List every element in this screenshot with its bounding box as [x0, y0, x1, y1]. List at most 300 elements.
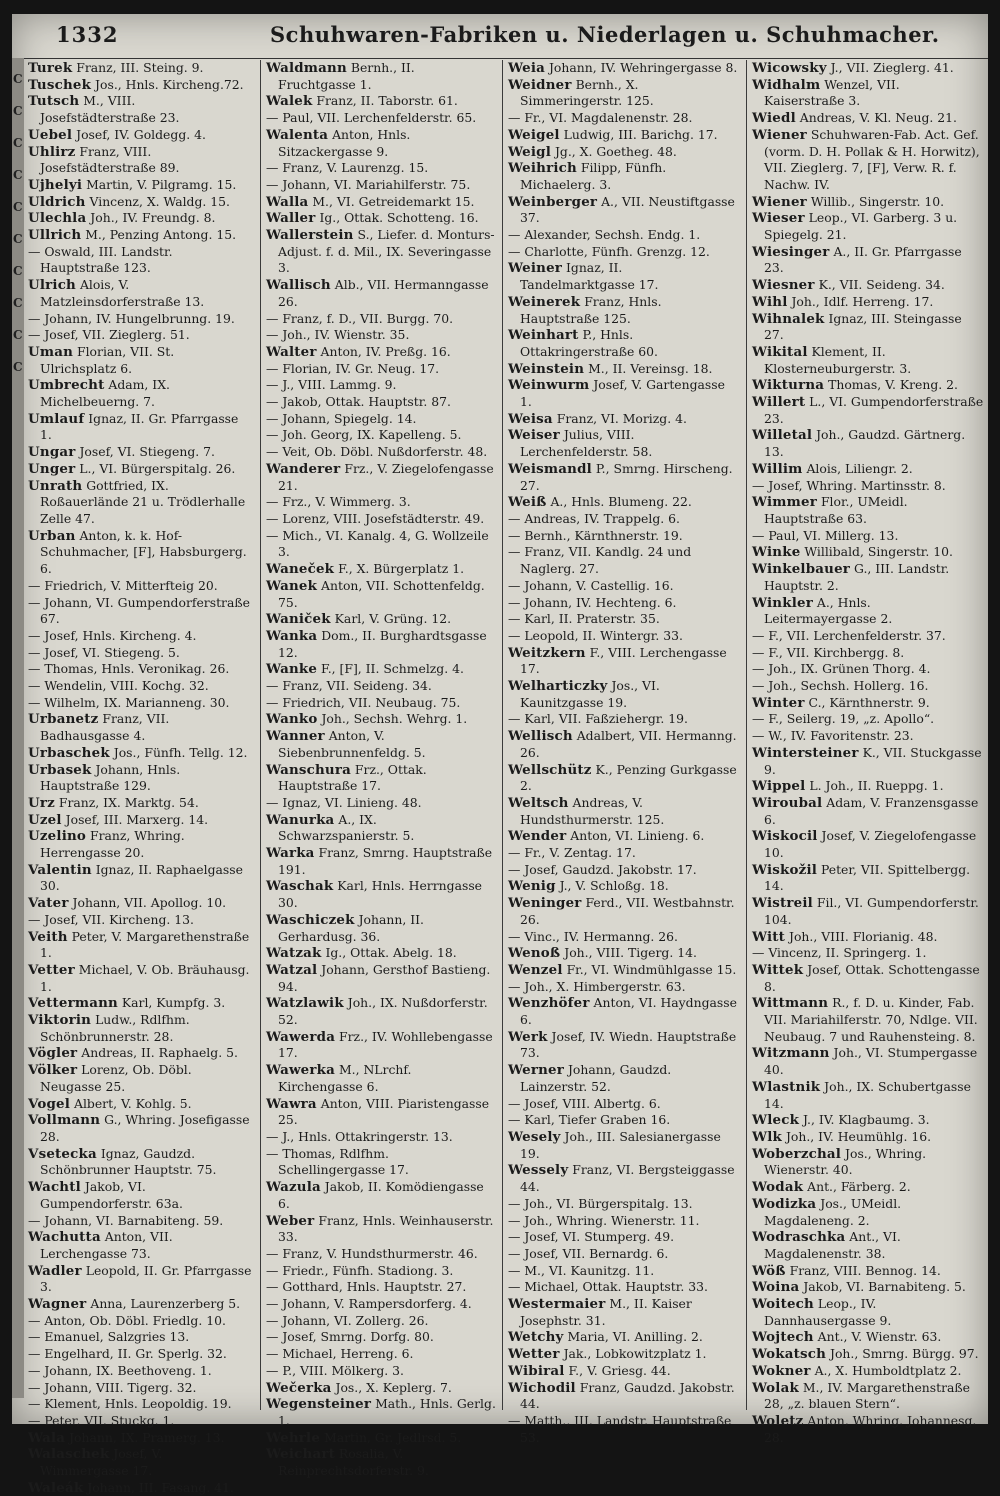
- entry-details: — Josef, VII. Zieglerg. 51.: [28, 327, 190, 343]
- entry-surname: Wellisch: [508, 728, 573, 745]
- directory-entry: [752, 1229, 984, 1262]
- entry-surname: Wanderer: [266, 460, 341, 477]
- directory-entry: [508, 377, 740, 410]
- entry-details: — Johann, Spiegelg. 14.: [266, 410, 417, 426]
- entry-details: — Friedr., Fünfh. Stadiong. 3.: [266, 1262, 454, 1278]
- directory-entry: [28, 578, 254, 595]
- directory-entry: [508, 1246, 740, 1263]
- entry-details: Math., Hnls. Gerlg. 1.: [278, 1396, 496, 1428]
- entry-details: — Fr., V. Zentag. 17.: [508, 845, 636, 861]
- entry-surname: Woletz: [752, 1412, 804, 1429]
- entry-details: Joh., IX. Nußdorferstr. 52.: [278, 995, 488, 1028]
- entry-surname: Willert: [752, 394, 806, 411]
- directory-entry: [28, 327, 254, 344]
- directory-entry: [28, 678, 254, 695]
- entry-surname: Wenoß: [508, 945, 561, 962]
- entry-surname: Völker: [28, 1062, 78, 1079]
- directory-entry: [508, 1196, 740, 1213]
- entry-surname: Weiß: [508, 494, 547, 511]
- entry-details: Ludwig, III. Barichg. 17.: [559, 126, 718, 142]
- directory-entry: [508, 795, 740, 828]
- entry-details: — Joh. Georg, IX. Kapelleng. 5.: [266, 427, 462, 443]
- directory-entry: [508, 127, 740, 144]
- entry-details: — Florian, IV. Gr. Neug. 17.: [266, 360, 440, 376]
- entry-surname: Weiner: [508, 260, 563, 277]
- directory-entry: [266, 678, 496, 695]
- entry-details: Jak., Lobkowitzplatz 1.: [559, 1346, 707, 1362]
- directory-entry: [28, 210, 254, 227]
- directory-entry: [266, 1296, 496, 1313]
- entry-surname: Tuschek: [28, 76, 92, 93]
- directory-entry: [508, 711, 740, 728]
- directory-entry: [508, 1363, 740, 1380]
- directory-entry: [752, 127, 984, 194]
- entry-details: — Charlotte, Fünfh. Grenzg. 12.: [508, 243, 710, 259]
- entry-surname: Witzmann: [752, 1045, 830, 1062]
- entry-details: — J., Hnls. Ottakringerstr. 13.: [266, 1129, 453, 1144]
- entry-details: Josef, V. Gartengasse 1.: [520, 377, 725, 410]
- directory-entry: [508, 979, 740, 996]
- entry-surname: Ujhelyi: [28, 176, 83, 193]
- entry-surname: Wessely: [508, 1162, 569, 1179]
- directory-entry: [266, 1146, 496, 1179]
- entry-details: — Johann, VIII. Tigerg. 32.: [28, 1379, 197, 1395]
- entry-details: Anton, VIII. Piaristengasse 25.: [278, 1095, 490, 1128]
- entry-details: — Johann, V. Castellig. 16.: [508, 577, 674, 593]
- entry-details: — Leopold, II. Wintergr. 33.: [508, 627, 683, 643]
- directory-entry: [266, 728, 496, 761]
- entry-details: — Joh., X. Himbergerstr. 63.: [508, 978, 686, 994]
- entry-details: — Josef, VI. Stumperg. 49.: [508, 1229, 675, 1245]
- directory-entry: [752, 344, 984, 377]
- entry-details: Frz., IV. Wohllebengasse 17.: [278, 1028, 493, 1061]
- directory-entry: [508, 611, 740, 628]
- entry-surname: Weia: [508, 60, 546, 76]
- entry-details: Franz, VI. Morizg. 4.: [552, 410, 687, 426]
- entry-details: Josef, VI. Stiegeng. 7.: [75, 444, 215, 460]
- entry-details: Jos., X. Keplerg. 7.: [331, 1379, 452, 1395]
- directory-entry: [28, 1380, 254, 1397]
- directory-entry: [508, 862, 740, 879]
- directory-entry: [752, 1346, 984, 1363]
- entry-surname: Weinhart: [508, 327, 579, 344]
- entry-details: — Frz., V. Wimmerg. 3.: [266, 494, 411, 510]
- entry-details: Willibald, Singerstr. 10.: [800, 544, 953, 560]
- entry-surname: Winkelbauer: [752, 561, 851, 578]
- entry-surname: Wokatsch: [752, 1346, 827, 1363]
- entry-details: — Josef, VII. Kircheng. 13.: [28, 911, 194, 927]
- directory-entry: [266, 1062, 496, 1095]
- directory-entry: [508, 578, 740, 595]
- entry-details: — Michael, Ottak. Hauptstr. 33.: [508, 1279, 708, 1295]
- margin-index-letter: C: [13, 168, 23, 182]
- directory-entry: [266, 528, 496, 561]
- entry-surname: Wolak: [752, 1379, 799, 1396]
- entry-details: P., Hnls. Ottakringerstraße 60.: [520, 327, 658, 359]
- entry-details: Joh., Idlf. Herreng. 17.: [787, 293, 934, 309]
- entry-details: — Anton, Ob. Döbl. Friedlg. 10.: [28, 1312, 226, 1328]
- margin-index-letter: C: [13, 232, 23, 246]
- entry-surname: Waschiczek: [266, 911, 355, 928]
- entry-details: — F., VII. Lerchenfelderstr. 37.: [752, 627, 946, 643]
- entry-surname: Weitzkern: [508, 644, 586, 661]
- directory-entry: [508, 294, 740, 327]
- entry-surname: Wikturna: [752, 377, 825, 394]
- entry-surname: Wichodil: [508, 1379, 576, 1396]
- entry-details: Josef, IV. Goldegg. 4.: [72, 126, 206, 142]
- entry-surname: Wiesner: [752, 277, 815, 294]
- directory-entry: [266, 1313, 496, 1330]
- entry-details: M., NLrchf. Kirchengasse 6.: [278, 1062, 412, 1094]
- entry-surname: Wadler: [28, 1262, 82, 1279]
- directory-entry: [28, 194, 254, 211]
- entry-surname: Wenzhöfer: [508, 995, 590, 1012]
- directory-entry: [266, 1179, 496, 1212]
- directory-entry: [28, 1413, 254, 1430]
- entry-details: Ignaz, II. Gr. Pfarrgasse 1.: [40, 410, 239, 443]
- entry-surname: Weihrich: [508, 160, 577, 177]
- directory-entry: [28, 1346, 254, 1363]
- entry-details: — Thomas, Hnls. Veronikag. 26.: [28, 661, 230, 677]
- entry-surname: Werk: [508, 1028, 548, 1045]
- directory-entry: [752, 828, 984, 861]
- directory-entry: [28, 1112, 254, 1145]
- directory-entry: [266, 1129, 496, 1146]
- entry-surname: Urbaschek: [28, 744, 110, 761]
- directory-entry: [752, 945, 984, 962]
- directory-entry: [266, 762, 496, 795]
- entry-details: Johann, II. Gerhardusg. 36.: [278, 911, 424, 944]
- entry-details: — Johann, VI. Gumpendorferstraße 67.: [28, 594, 250, 627]
- entry-details: — Paul, VII. Lerchenfelderstr. 65.: [266, 110, 477, 126]
- entry-details: — Lorenz, VIII. Josefstädterstr. 49.: [266, 510, 485, 526]
- entry-details: — F., VII. Kirchbergg. 8.: [752, 644, 905, 660]
- entry-details: Ig., Ottak. Schotteng. 16.: [315, 210, 479, 226]
- directory-entry: [508, 1263, 740, 1280]
- directory-entry: [752, 1196, 984, 1229]
- directory-entry: [266, 1213, 496, 1246]
- entry-details: Adam, V. Franzensgasse 6.: [764, 794, 979, 827]
- entry-details: Franz, Hnls. Weinhauserstr. 33.: [278, 1212, 494, 1245]
- directory-entry: [508, 461, 740, 494]
- entry-details: Jos., UMeidl. Magdaleneng. 2.: [764, 1195, 902, 1228]
- directory-entry: [28, 177, 254, 194]
- directory-entry: [266, 1279, 496, 1296]
- entry-details: Josef, V. Wimmergasse 17.: [40, 1446, 163, 1479]
- entry-details: P., Smrng. Hirscheng. 27.: [520, 460, 733, 493]
- entry-details: — Joh., Whring. Wienerstr. 11.: [508, 1212, 700, 1228]
- entry-surname: Wistreil: [752, 895, 813, 912]
- directory-entry: [28, 1179, 254, 1212]
- margin-index-letter: C: [13, 296, 23, 310]
- entry-surname: Vater: [28, 895, 69, 912]
- entry-details: Fil., VI. Gumpendorferstr. 104.: [764, 895, 979, 927]
- entry-details: — Johann, VI. Barnabiteng. 59.: [28, 1212, 224, 1228]
- entry-details: Joh., IV. Heumühlg. 16.: [782, 1129, 932, 1144]
- directory-entry: [752, 528, 984, 545]
- entry-surname: Waller: [266, 210, 316, 227]
- entry-surname: Waldmann: [266, 60, 347, 76]
- directory-entry: [28, 795, 254, 812]
- entry-details: Jos., Fünfh. Tellg. 12.: [109, 744, 248, 760]
- entry-surname: Wieser: [752, 210, 805, 227]
- entry-details: Martin, V. Pilgramg. 15.: [82, 176, 237, 192]
- entry-details: Franz, VIII. Bennog. 14.: [785, 1262, 941, 1278]
- entry-surname: Wlastnik: [752, 1078, 821, 1095]
- entry-surname: Winter: [752, 694, 805, 711]
- directory-entry: [508, 762, 740, 795]
- entry-details: F., X. Bürgerplatz 1.: [334, 561, 465, 577]
- directory-entry: [508, 895, 740, 928]
- entry-details: Josef, V. Ziegelofengasse 10.: [764, 828, 977, 861]
- directory-entry: [752, 110, 984, 127]
- entry-details: — Friedrich, V. Mitterfteig 20.: [28, 577, 218, 593]
- column-rule: [746, 60, 747, 1410]
- running-title: Schuhwaren-Fabriken u. Niederlagen u. Schuhmacher.: [270, 22, 940, 47]
- entry-surname: Uebel: [28, 126, 73, 143]
- directory-entry: [28, 478, 254, 528]
- directory-entry: [508, 511, 740, 528]
- entry-details: A., IX. Schwarzspanierstr. 5.: [278, 811, 415, 844]
- entry-details: M., IV. Margarethenstraße 28, „z. blauen Stern“.: [764, 1379, 971, 1412]
- directory-entry: [508, 962, 740, 979]
- directory-entry: [266, 60, 496, 93]
- directory-entry: [28, 711, 254, 744]
- directory-entry: [752, 929, 984, 946]
- entry-details: Johann, III. Fasang. 41.: [83, 1479, 234, 1495]
- directory-entry: [752, 962, 984, 995]
- directory-entry: [266, 878, 496, 911]
- entry-details: Johann, VII. Apollog. 10.: [68, 895, 227, 911]
- directory-entry: [266, 995, 496, 1028]
- entry-surname: Weinerek: [508, 293, 581, 310]
- entry-details: Schuhwaren-Fab. Act. Gef. (vorm. D. H. Pollak & H. Horwitz), VII. Zieglerg. 7, [F], Verw. R. f. Nachw. IV.: [764, 126, 980, 192]
- entry-details: Dom., II. Burghardtsgasse 12.: [278, 627, 487, 660]
- entry-surname: Weltsch: [508, 794, 569, 811]
- entry-details: Franz, VI. Bergsteiggasse 44.: [520, 1162, 735, 1195]
- directory-entry: [28, 1229, 254, 1262]
- entry-surname: Wodak: [752, 1179, 804, 1196]
- entry-details: Frz., Ottak. Hauptstraße 17.: [278, 761, 427, 794]
- entry-details: — Joh., Sechsh. Hollerg. 16.: [752, 678, 929, 694]
- entry-details: Anton, IV. Preßg. 16.: [316, 343, 451, 359]
- entry-details: Alois, Liliengr. 2.: [802, 460, 913, 476]
- directory-entry: [508, 995, 740, 1028]
- directory-entry: [28, 77, 254, 94]
- entry-details: Ferd., VII. Westbahnstr. 26.: [520, 895, 735, 927]
- entry-surname: Wojtech: [752, 1329, 814, 1346]
- entry-details: Franz, IX. Marktg. 54.: [54, 794, 199, 810]
- margin-index-letter: C: [13, 136, 23, 150]
- entry-details: Jakob, II. Komödiengasse 6.: [278, 1179, 484, 1211]
- entry-surname: Uzelino: [28, 828, 87, 845]
- margin-index-letter: C: [13, 360, 23, 374]
- entry-details: — Paul, VI. Millerg. 13.: [752, 527, 899, 543]
- entry-surname: Vögler: [28, 1045, 78, 1062]
- directory-entry: [508, 110, 740, 127]
- entry-details: R., f. D. u. Kinder, Fab. VII. Mariahilferstr. 70, Ndlge. VII. Neubaug. 7 und Rauhensteing. 8.: [764, 995, 978, 1044]
- directory-entry: [508, 528, 740, 545]
- entry-details: M., Penzing Antong. 15.: [81, 227, 237, 243]
- directory-entry: [28, 1213, 254, 1230]
- entry-surname: Wippel: [752, 778, 806, 795]
- directory-entry: [508, 244, 740, 261]
- entry-surname: Wanke: [266, 661, 318, 678]
- entry-details: Johann, Gersthof Bastieng. 94.: [278, 961, 491, 994]
- directory-entry: [752, 277, 984, 294]
- entry-details: Anton, k. k. Hof-Schuhmacher, [F], Habsburgerg. 6.: [40, 527, 247, 577]
- directory-entry: [28, 1296, 254, 1313]
- directory-entry: [508, 77, 740, 110]
- directory-entry: [752, 1129, 984, 1146]
- entry-surname: Wihl: [752, 293, 788, 310]
- entry-surname: Uhlirz: [28, 143, 76, 160]
- entry-details: Ludw., Rdlfhm. Schönbrunnerstr. 28.: [40, 1012, 190, 1044]
- entry-details: — Vinc., IV. Hermanng. 26.: [508, 928, 678, 944]
- entry-details: Andreas, V. Kl. Neug. 21.: [795, 110, 957, 126]
- entry-details: Flor., UMeidl. Hauptstraße 63.: [764, 494, 908, 526]
- entry-details: Joh., Sechsh. Wehrg. 1.: [317, 711, 468, 727]
- entry-details: — Josef, Smrng. Dorfg. 80.: [266, 1329, 434, 1345]
- entry-details: Franz, Whring. Herrengasse 20.: [40, 828, 185, 861]
- entry-details: Joh., VI. Stumpergasse 40.: [764, 1045, 978, 1078]
- entry-surname: Weidner: [508, 76, 572, 93]
- entry-surname: Warka: [266, 845, 315, 862]
- entry-details: Jos., Whring. Wienerstr. 40.: [764, 1145, 927, 1178]
- margin-index-letter: C: [13, 104, 23, 118]
- directory-entry: [28, 962, 254, 995]
- entry-surname: Weismandl: [508, 460, 592, 477]
- entry-details: Maria, VI. Anilling. 2.: [563, 1329, 703, 1345]
- entry-surname: Wanek: [266, 577, 318, 594]
- directory-entry: [28, 93, 254, 126]
- entry-details: Franz, Hnls. Hauptstraße 125.: [520, 293, 662, 326]
- entry-details: L., VI. Bürgerspitalg. 26.: [75, 460, 236, 476]
- directory-entry: [266, 795, 496, 812]
- entry-details: — Josef, Gaudzd. Jakobstr. 17.: [508, 861, 697, 877]
- entry-surname: Wachutta: [28, 1229, 101, 1246]
- entry-details: Anton, V. Siebenbrunnenfeldg. 5.: [278, 728, 426, 760]
- entry-details: Anton, VI. Haydngasse 6.: [520, 995, 737, 1028]
- entry-details: — Friedrich, VII. Neubaug. 75.: [266, 694, 461, 710]
- directory-entry: [28, 995, 254, 1012]
- entry-details: Michael, V. Ob. Bräuhausg. 1.: [40, 961, 250, 994]
- entry-surname: Wetter: [508, 1346, 560, 1363]
- directory-entry: [752, 1413, 984, 1446]
- entry-surname: Uzel: [28, 811, 62, 828]
- directory-entry: [28, 695, 254, 712]
- directory-entry: [28, 862, 254, 895]
- directory-entry: [28, 244, 254, 277]
- entry-details: Fr., VI. Windmühlgasse 15.: [562, 961, 737, 977]
- entry-details: — P., VIII. Mölkerg. 3.: [266, 1362, 404, 1378]
- directory-entry: [752, 544, 984, 561]
- directory-entry: [752, 210, 984, 243]
- entry-details: Franz, Smrng. Hauptstraße 191.: [278, 845, 493, 877]
- directory-entry: [508, 327, 740, 360]
- directory-entry: [752, 494, 984, 527]
- entry-details: — Josef, VI. Stiegeng. 5.: [28, 644, 180, 660]
- directory-entry: [266, 427, 496, 444]
- entry-details: Franz, VIII. Josefstädterstraße 89.: [40, 143, 180, 176]
- directory-entry: [28, 912, 254, 929]
- entry-details: — Franz, f. D., VII. Burgg. 70.: [266, 310, 454, 326]
- entry-surname: Ungar: [28, 444, 76, 461]
- directory-entry: [266, 127, 496, 160]
- directory-entry: [266, 377, 496, 394]
- entry-details: — Karl, Tiefer Graben 16.: [508, 1112, 671, 1128]
- directory-entry: [266, 1363, 496, 1380]
- directory-entry: [508, 945, 740, 962]
- directory-entry: [266, 361, 496, 378]
- directory-entry: [28, 277, 254, 310]
- directory-entry: [508, 60, 740, 77]
- directory-entry: [266, 311, 496, 328]
- entry-details: — Johann, IV. Hungelbrunng. 19.: [28, 310, 235, 326]
- entry-surname: Watzak: [266, 945, 322, 962]
- entry-details: J., IV. Klagbaumg. 3.: [799, 1112, 930, 1128]
- entry-details: — Mich., VI. Kanalg. 4, G. Wollzeile 3.: [266, 527, 489, 560]
- entry-surname: Urbasek: [28, 761, 92, 778]
- directory-entry: [508, 845, 740, 862]
- entry-surname: Valentin: [28, 861, 92, 878]
- directory-entry: [28, 411, 254, 444]
- entry-surname: Veith: [28, 928, 68, 945]
- entry-surname: Werner: [508, 1062, 565, 1079]
- entry-details: Wenzel, VII. Kaiserstraße 3.: [764, 76, 900, 109]
- entry-details: — Franz, VII. Seideng. 34.: [266, 678, 432, 694]
- directory-entry: [266, 1029, 496, 1062]
- directory-entry: [266, 945, 496, 962]
- entry-surname: Weigel: [508, 126, 560, 143]
- entry-surname: Tutsch: [28, 93, 80, 110]
- entry-details: — Bernh., Kärnthnerstr. 19.: [508, 527, 683, 543]
- entry-surname: Weinstein: [508, 360, 585, 377]
- entry-surname: Wicowsky: [752, 60, 827, 76]
- directory-entry: [266, 194, 496, 211]
- directory-entry: [508, 628, 740, 645]
- entry-details: A., Hnls. Leitermayergasse 2.: [764, 594, 893, 627]
- directory-entry: [508, 227, 740, 244]
- entry-surname: Vsetecka: [28, 1145, 97, 1162]
- directory-entry: [508, 411, 740, 428]
- entry-details: Franz, III. Steing. 9.: [72, 60, 204, 75]
- entry-surname: Waniček: [266, 611, 331, 628]
- entry-surname: Waleák: [28, 1479, 84, 1496]
- entry-details: — J., VIII. Lammg. 9.: [266, 377, 397, 393]
- entry-details: Joh., Smrng. Bürgg. 97.: [826, 1346, 979, 1362]
- directory-entry: [28, 661, 254, 678]
- directory-entry: [266, 494, 496, 511]
- directory-entry: [508, 194, 740, 227]
- entry-surname: Wawerda: [266, 1028, 336, 1045]
- entry-surname: Weber: [266, 1212, 315, 1229]
- entry-surname: Wanschura: [266, 761, 351, 778]
- entry-details: Joh., VIII. Tigerg. 14.: [560, 945, 697, 961]
- entry-surname: Wittek: [752, 961, 804, 978]
- entry-surname: Wittmann: [752, 995, 829, 1012]
- directory-entry: [266, 912, 496, 945]
- entry-surname: Wawerka: [266, 1062, 336, 1079]
- directory-entry: [28, 745, 254, 762]
- directory-entry: [752, 77, 984, 110]
- entry-surname: Wleck: [752, 1112, 800, 1129]
- entry-surname: Ullrich: [28, 227, 82, 244]
- directory-entry: [508, 1329, 740, 1346]
- column-3: [508, 60, 740, 1445]
- directory-entry: [266, 1246, 496, 1263]
- directory-entry: [266, 1430, 496, 1447]
